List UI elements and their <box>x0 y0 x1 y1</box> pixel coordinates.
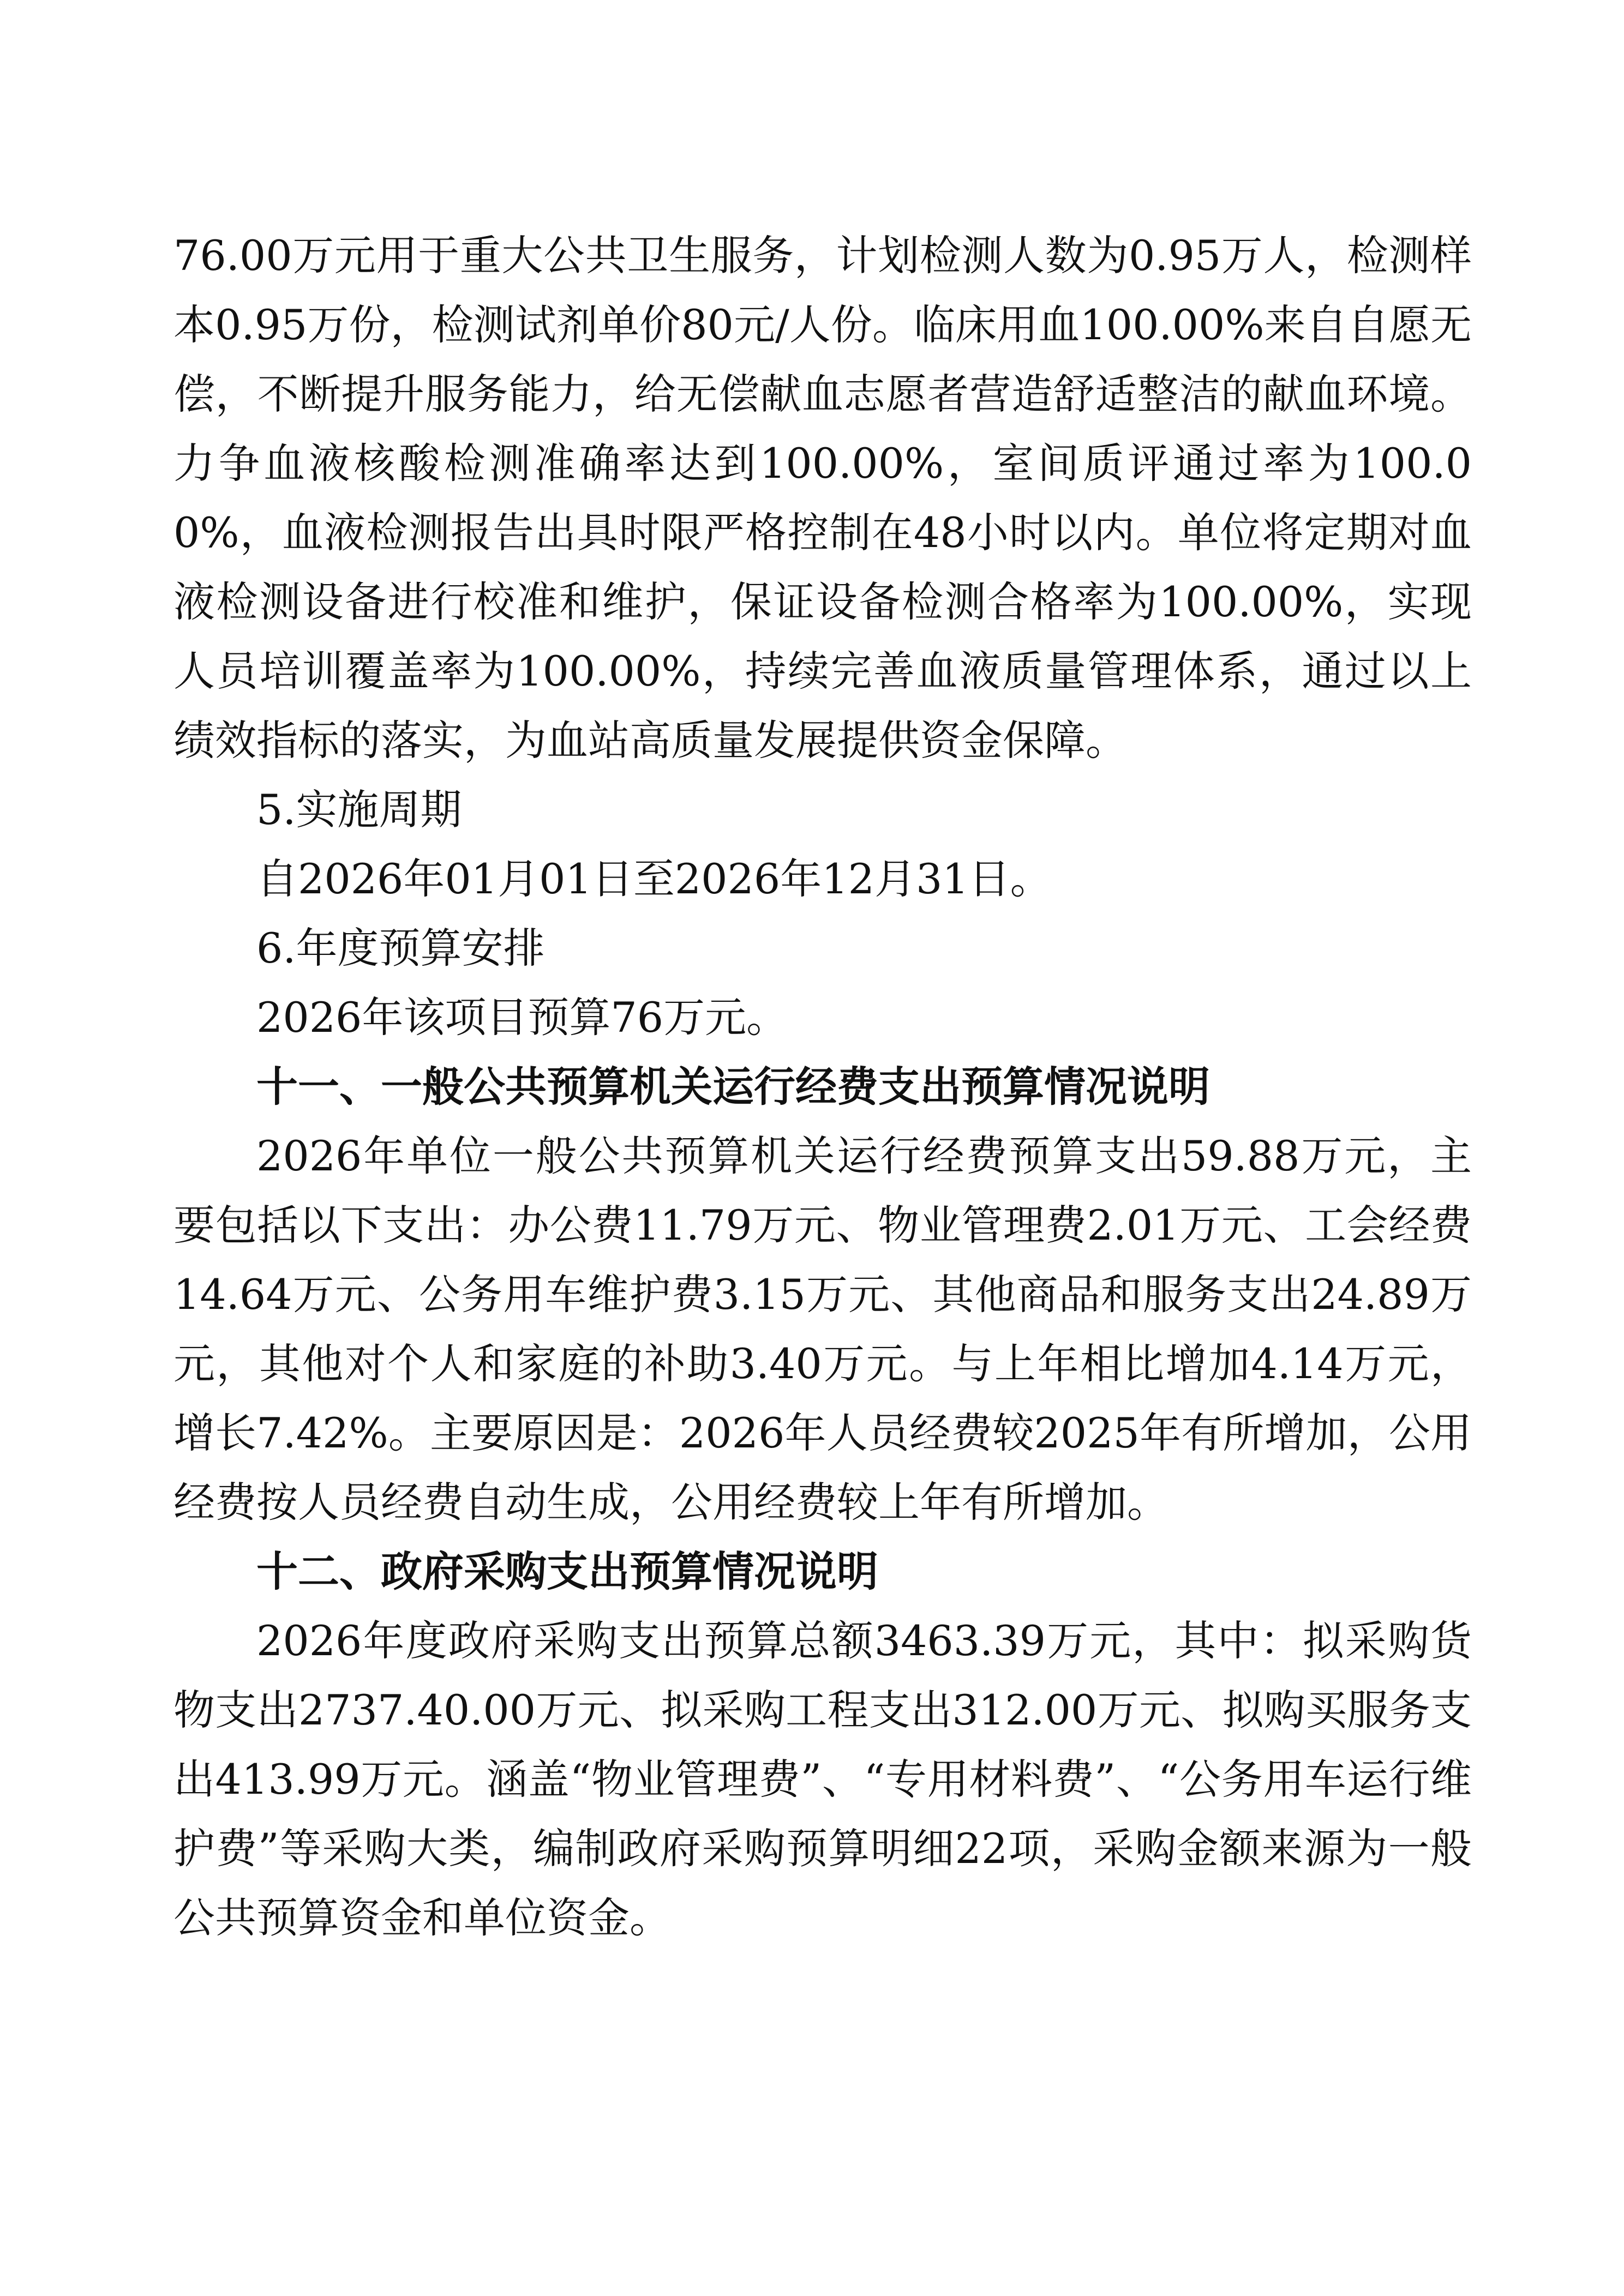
item-6-title: 6.年度预算安排 <box>256 924 545 972</box>
section-11-paragraph: 2026年单位一般公共预算机关运行经费预算支出59.88万元，主要包括以下支出：办公费11.79万元、物业管理费2.01万元、工会经费14.64万元、公务用车维护费3.15万元、其他商品和服务支出24.89万元，其他对个人和家庭的补助3.40万元。与上年相比增加4.14万元，增长7.42%。主要原因是：2026年人员经费较2025年有所增加，公用经费按人员经费自动生成，公用经费较上年有所增加。 <box>173 1132 1472 1526</box>
item-5-text: 自2026年01月01日至2026年12月31日。 <box>256 855 1052 903</box>
section-12-paragraph: 2026年度政府采购支出预算总额3463.39万元，其中：拟采购货物支出2737.40.00万元、拟采购工程支出312.00万元、拟购买服务支出413.99万元。涵盖“物业管理费”、“专用材料费”、“公务用车运行维护费”等采购大类，编制政府采购预算明细22项，采购金额来源为一般公共预算资金和单位资金。 <box>173 1616 1472 1942</box>
continuation-paragraph: 76.00万元用于重大公共卫生服务，计划检测人数为0.95万人，检测样本0.95万份，检测试剂单价80元/人份。临床用血100.00%来自自愿无偿，不断提升服务能力，给无偿献血志愿者营造舒适整洁的献血环境。力争血液核酸检测准确率达到100.00%，室间质评通过率为100.00%，血液检测报告出具时限严格控制在48小时以内。单位将定期对血液检测设备进行校准和维护，保证设备检测合格率为100.00%，实现人员培训覆盖率为100.00%，持续完善血液质量管理体系，通过以上绩效指标的落实，为血站高质量发展提供资金保障。 <box>173 231 1472 765</box>
item-5-title: 5.实施周期 <box>256 785 462 834</box>
page-content <box>173 221 1472 1952</box>
section-12-heading: 十二、政府采购支出预算情况说明 <box>256 1547 878 1596</box>
section-11-heading: 十一、一般公共预算机关运行经费支出预算情况说明 <box>256 1062 1210 1111</box>
item-6-text: 2026年该项目预算76万元。 <box>256 993 788 1042</box>
